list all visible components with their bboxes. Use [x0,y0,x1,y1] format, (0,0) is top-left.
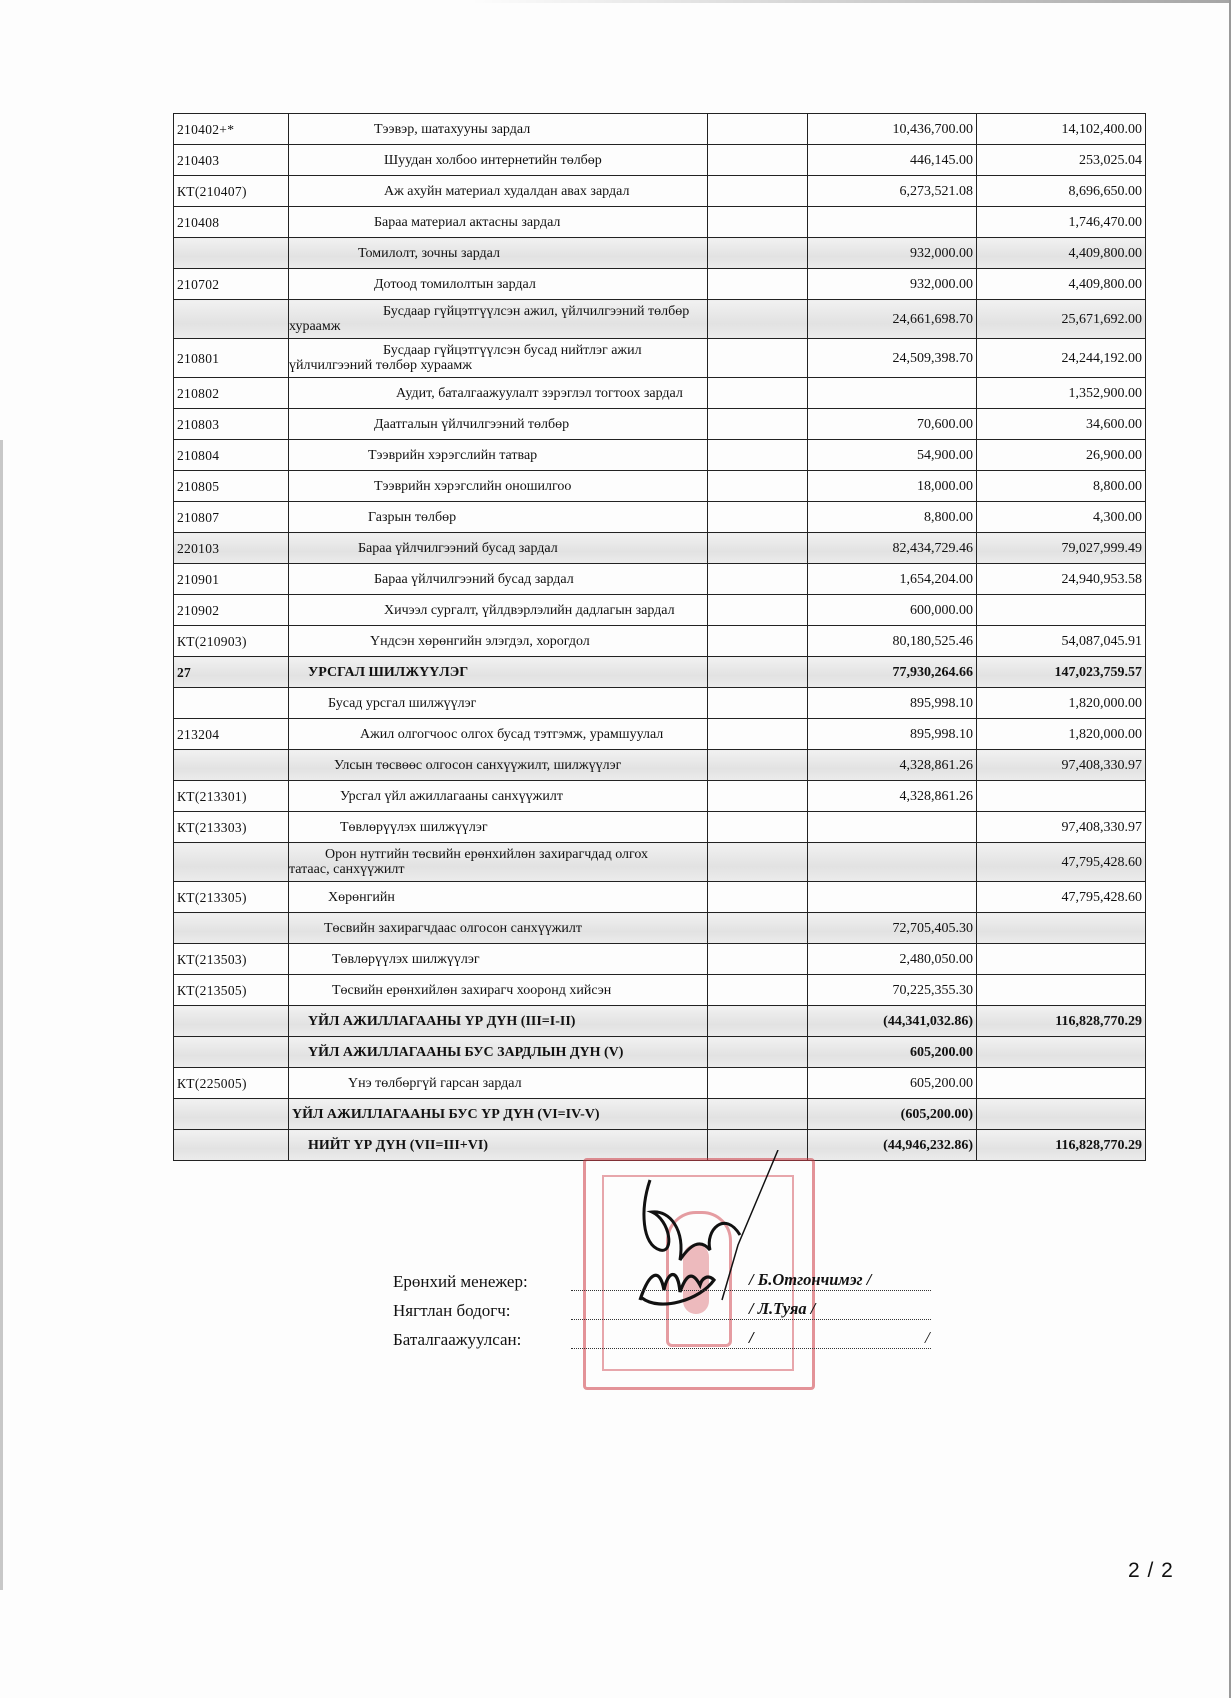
blank-cell [708,975,808,1006]
current-amount: 18,000.00 [808,471,977,502]
table-row-section [174,657,1146,688]
current-amount: 600,000.00 [808,595,977,626]
previous-amount: 54,087,045.91 [977,626,1146,657]
table-row [174,378,1146,409]
previous-amount: 14,102,400.00 [977,114,1146,145]
table-row [174,595,1146,626]
account-name: Төвлөрүүлэх шилжүүлэг [289,944,708,975]
table-row-result [174,1006,1146,1037]
account-name: Орон нутгийн төсвийн ерөнхийлөн захирагчдад олгох татаас, санхүүжилт [289,843,708,882]
previous-amount: 79,027,999.49 [977,533,1146,564]
account-code [174,1130,289,1161]
account-code [174,688,289,719]
account-name: Төсвийн ерөнхийлөн захирагч хооронд хийсэн [289,975,708,1006]
table-row [174,564,1146,595]
previous-amount [977,1068,1146,1099]
current-amount: 932,000.00 [808,238,977,269]
verified-end: / [925,1328,930,1347]
account-name: ҮЙЛ АЖИЛЛАГААНЫ БУС ҮР ДҮН (VI=IV-V) [289,1099,708,1130]
blank-cell [708,564,808,595]
table-row-subtotal [174,300,1146,339]
account-name: Бараа үйлчилгээний бусад зардал [289,533,708,564]
blank-cell [708,502,808,533]
blank-cell [708,145,808,176]
table-row [174,176,1146,207]
table-row-result [174,1037,1146,1068]
blank-cell [708,882,808,913]
signature-block [393,1272,953,1359]
blank-cell [708,1068,808,1099]
scan-edge [470,0,1231,3]
page-number: 2 / 2 [1128,1559,1174,1582]
current-amount: 1,654,204.00 [808,564,977,595]
account-code: 210403 [174,145,289,176]
previous-amount: 4,409,800.00 [977,238,1146,269]
blank-cell [708,626,808,657]
blank-cell [708,533,808,564]
account-name: Даатгалын үйлчилгээний төлбөр [289,409,708,440]
account-name: Урсгал үйл ажиллагааны санхүүжилт [289,781,708,812]
blank-cell [708,339,808,378]
current-amount [808,812,977,843]
blank-cell [708,471,808,502]
blank-cell [708,1099,808,1130]
account-name: Төвлөрүүлэх шилжүүлэг [289,812,708,843]
previous-amount [977,1099,1146,1130]
account-name: Тээвэр, шатахууны зардал [289,114,708,145]
account-code: 210805 [174,471,289,502]
table-row-result [174,1099,1146,1130]
account-code: КТ(213505) [174,975,289,1006]
previous-amount [977,1037,1146,1068]
account-name: Дотоод томилолтын зардал [289,269,708,300]
current-amount: 895,998.10 [808,688,977,719]
account-code: КТ(210903) [174,626,289,657]
account-name: Бараа үйлчилгээний бусад зардал [289,564,708,595]
financial-report-table [173,113,1146,1161]
current-amount: 54,900.00 [808,440,977,471]
account-name: НИЙТ ҮР ДҮН (VII=III+VI) [289,1130,708,1161]
current-amount: 80,180,525.46 [808,626,977,657]
table-row [174,975,1146,1006]
current-amount: 6,273,521.08 [808,176,977,207]
blank-cell [708,176,808,207]
blank-cell [708,300,808,339]
previous-amount: 47,795,428.60 [977,882,1146,913]
blank-cell [708,688,808,719]
current-amount: 4,328,861.26 [808,781,977,812]
current-amount: 4,328,861.26 [808,750,977,781]
table-row-subtotal [174,913,1146,944]
previous-amount: 116,828,770.29 [977,1006,1146,1037]
accountant-label: Нягтлан бодогч: [393,1301,511,1320]
account-name: Аудит, баталгаажуулалт зэрэглэл тогтоох зардал [289,378,708,409]
current-amount [808,882,977,913]
account-code: КТ(213503) [174,944,289,975]
current-amount [808,843,977,882]
previous-amount: 25,671,692.00 [977,300,1146,339]
blank-cell [708,409,808,440]
account-name: ҮЙЛ АЖИЛЛАГААНЫ БУС ЗАРДЛЫН ДҮН (V) [289,1037,708,1068]
blank-cell [708,269,808,300]
account-code [174,300,289,339]
table-row-subtotal [174,750,1146,781]
account-code [174,1006,289,1037]
account-name: Бусдаар гүйцэтгүүлсэн ажил, үйлчилгээний төлбөр хураамж [289,300,708,339]
previous-amount: 1,352,900.00 [977,378,1146,409]
previous-amount: 34,600.00 [977,409,1146,440]
previous-amount [977,975,1146,1006]
table-row [174,114,1146,145]
signature-line [571,1319,931,1320]
current-amount: 70,600.00 [808,409,977,440]
previous-amount: 24,940,953.58 [977,564,1146,595]
previous-amount: 4,409,800.00 [977,269,1146,300]
table-row-subtotal [174,843,1146,882]
blank-cell [708,944,808,975]
account-name: Төсвийн захирагчдаас олгосон санхүүжилт [289,913,708,944]
previous-amount: 147,023,759.57 [977,657,1146,688]
blank-cell [708,238,808,269]
previous-amount: 8,696,650.00 [977,176,1146,207]
current-amount: 605,200.00 [808,1068,977,1099]
previous-amount: 47,795,428.60 [977,843,1146,882]
account-name: УРСГАЛ ШИЛЖҮҮЛЭГ [289,657,708,688]
table-row [174,1068,1146,1099]
current-amount: 10,436,700.00 [808,114,977,145]
account-name: Томилолт, зочны зардал [289,238,708,269]
account-name: Үндсэн хөрөнгийн элэгдэл, хорогдол [289,626,708,657]
table-row [174,626,1146,657]
blank-cell [708,207,808,238]
table-row [174,471,1146,502]
account-name: Шуудан холбоо интернетийн төлбөр [289,145,708,176]
account-name: ҮЙЛ АЖИЛЛАГААНЫ ҮР ДҮН (III=I-II) [289,1006,708,1037]
current-amount: 77,930,264.66 [808,657,977,688]
verified-name: / [749,1328,754,1347]
table-row-subtotal [174,238,1146,269]
current-amount: 72,705,405.30 [808,913,977,944]
account-code [174,238,289,269]
account-name: Ажил олгогчоос олгох бусад тэтгэмж, урамшуулал [289,719,708,750]
account-code: КТ(213301) [174,781,289,812]
blank-cell [708,440,808,471]
blank-cell [708,913,808,944]
account-code: 210801 [174,339,289,378]
account-code: 220103 [174,533,289,564]
blank-cell [708,719,808,750]
previous-amount: 1,746,470.00 [977,207,1146,238]
current-amount: 932,000.00 [808,269,977,300]
account-code: 210804 [174,440,289,471]
general-manager-name: / Б.Отгончимэг / [749,1270,872,1289]
table-row [174,812,1146,843]
verified-label: Баталгаажуулсан: [393,1330,522,1349]
account-name: Бусад урсгал шилжүүлэг [289,688,708,719]
signature-line [571,1290,931,1291]
blank-cell [708,812,808,843]
current-amount [808,207,977,238]
current-amount: 605,200.00 [808,1037,977,1068]
previous-amount: 253,025.04 [977,145,1146,176]
blank-cell [708,750,808,781]
account-code: КТ(225005) [174,1068,289,1099]
account-name: Хичээл сургалт, үйлдвэрлэлийн дадлагын зардал [289,595,708,626]
table-row [174,409,1146,440]
blank-cell [708,1006,808,1037]
previous-amount: 1,820,000.00 [977,688,1146,719]
account-name: Хөрөнгийн [289,882,708,913]
blank-cell [708,114,808,145]
account-code: 27 [174,657,289,688]
previous-amount: 1,820,000.00 [977,719,1146,750]
table-row [174,269,1146,300]
previous-amount [977,781,1146,812]
account-code: 210802 [174,378,289,409]
account-name: Тээврийн хэрэгслийн оношилгоо [289,471,708,502]
account-code: 210402+* [174,114,289,145]
account-name: Газрын төлбөр [289,502,708,533]
table-row [174,339,1146,378]
previous-amount: 97,408,330.97 [977,812,1146,843]
table-row [174,145,1146,176]
current-amount: (44,946,232.86) [808,1130,977,1161]
table-row [174,719,1146,750]
table-row [174,207,1146,238]
previous-amount: 4,300.00 [977,502,1146,533]
account-name: Үнэ төлбөргүй гарсан зардал [289,1068,708,1099]
blank-cell [708,1037,808,1068]
current-amount: 895,998.10 [808,719,977,750]
signature-row [393,1272,953,1301]
current-amount: 82,434,729.46 [808,533,977,564]
current-amount [808,378,977,409]
table-row [174,781,1146,812]
current-amount: 24,661,698.70 [808,300,977,339]
blank-cell [708,595,808,626]
accountant-name: / Л.Туяа / [749,1299,816,1318]
previous-amount [977,913,1146,944]
general-manager-label: Ерөнхий менежер: [393,1272,528,1291]
account-name: Бусдаар гүйцэтгүүлсэн бусад нийтлэг ажил үйлчилгээний төлбөр хураамж [289,339,708,378]
previous-amount: 97,408,330.97 [977,750,1146,781]
account-code [174,843,289,882]
current-amount: 70,225,355.30 [808,975,977,1006]
account-code: КТ(213303) [174,812,289,843]
account-code: 210803 [174,409,289,440]
account-code [174,1037,289,1068]
account-code: 213204 [174,719,289,750]
account-name: Тээврийн хэрэгслийн татвар [289,440,708,471]
signature-row [393,1301,953,1330]
previous-amount [977,944,1146,975]
account-code [174,750,289,781]
blank-cell [708,378,808,409]
previous-amount: 8,800.00 [977,471,1146,502]
previous-amount: 26,900.00 [977,440,1146,471]
account-code: 210702 [174,269,289,300]
account-name: Бараа материал актасны зардал [289,207,708,238]
table-row [174,440,1146,471]
account-code: 210902 [174,595,289,626]
current-amount: 24,509,398.70 [808,339,977,378]
blank-cell [708,657,808,688]
signature-row [393,1330,953,1359]
previous-amount [977,595,1146,626]
table-row [174,688,1146,719]
current-amount: 2,480,050.00 [808,944,977,975]
table-row [174,502,1146,533]
account-code: 210901 [174,564,289,595]
account-code: КТ(213305) [174,882,289,913]
current-amount: 8,800.00 [808,502,977,533]
blank-cell [708,781,808,812]
current-amount: (44,341,032.86) [808,1006,977,1037]
signature-line [571,1348,931,1349]
previous-amount: 116,828,770.29 [977,1130,1146,1161]
account-code [174,913,289,944]
scan-edge [0,440,3,1590]
table-row [174,944,1146,975]
previous-amount: 24,244,192.00 [977,339,1146,378]
table-row-subtotal [174,533,1146,564]
account-code: 210807 [174,502,289,533]
account-name: Аж ахуйн материал худалдан авах зардал [289,176,708,207]
blank-cell [708,843,808,882]
account-code: КТ(210407) [174,176,289,207]
account-name: Улсын төсвөөс олгосон санхүүжилт, шилжүүлэг [289,750,708,781]
current-amount: 446,145.00 [808,145,977,176]
account-code [174,1099,289,1130]
account-code: 210408 [174,207,289,238]
current-amount: (605,200.00) [808,1099,977,1130]
table-row [174,882,1146,913]
